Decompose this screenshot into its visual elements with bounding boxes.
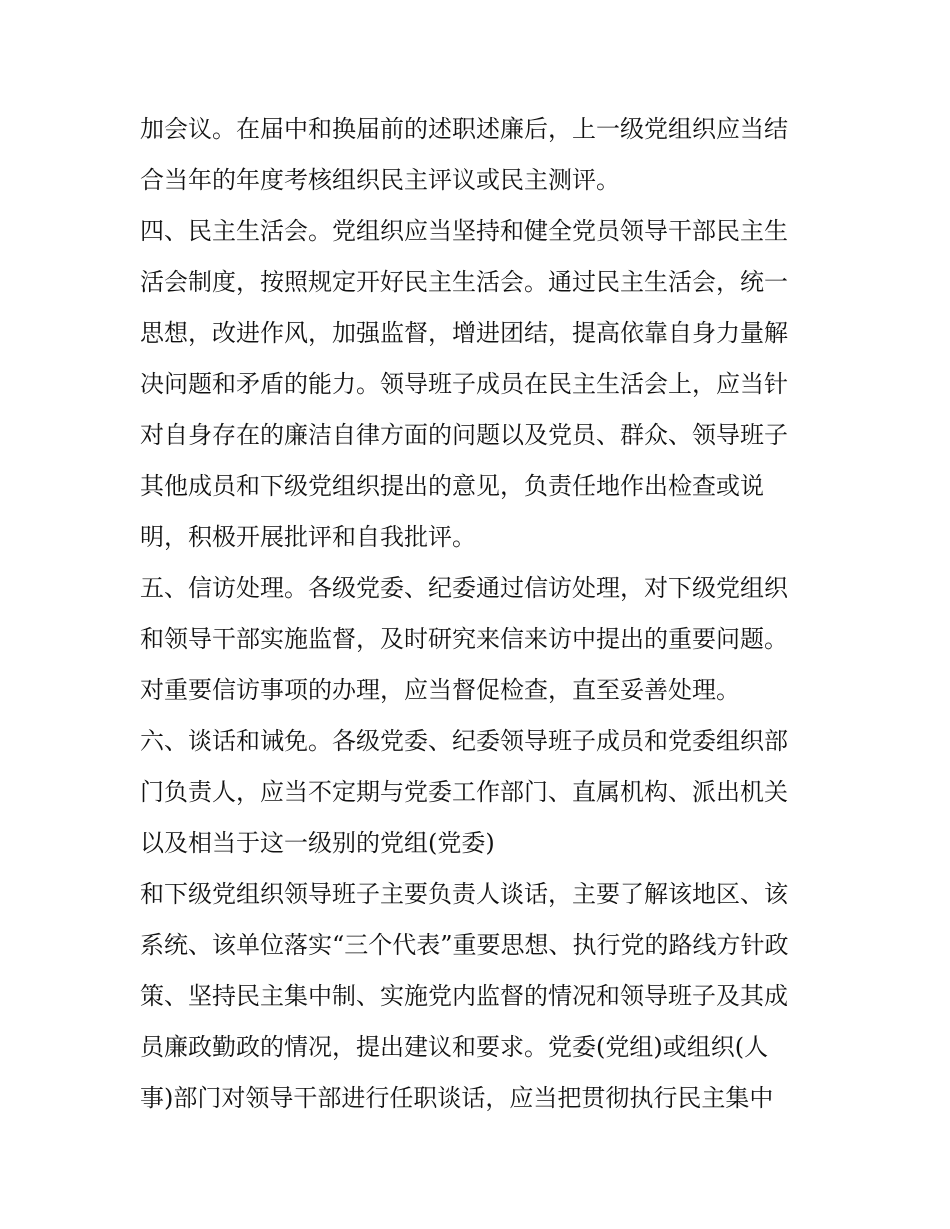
text-line: 和领导干部实施监督，及时研究来信来访中提出的重要问题。 xyxy=(140,625,788,653)
text-line: 对自身存在的廉洁自律方面的问题以及党员、群众、领导班子 xyxy=(140,421,788,449)
text-line: 其他成员和下级党组织提出的意见，负责任地作出检查或说 xyxy=(140,472,764,500)
text-line: 活会制度，按照规定开好民主生活会。通过民主生活会，统一 xyxy=(140,268,788,296)
text-line: 员廉政勤政的情况，提出建议和要求。党委(党组)或组织(人 xyxy=(140,1033,769,1061)
text-line: 加会议。在届中和换届前的述职述廉后，上一级党组织应当结 xyxy=(140,115,788,143)
text-line: 系统、该单位落实“三个代表”重要思想、执行党的路线方针政 xyxy=(140,931,789,959)
text-line: 明，积极开展批评和自我批评。 xyxy=(140,523,476,551)
text-line: 六、谈话和诫免。各级党委、纪委领导班子成员和党委组织部 xyxy=(140,727,788,755)
text-line: 和下级党组织领导班子主要负责人谈话，主要了解该地区、该 xyxy=(140,880,788,908)
body-text xyxy=(140,104,820,1124)
text-line: 对重要信访事项的办理，应当督促检查，直至妥善处理。 xyxy=(140,676,740,704)
text-line: 决问题和矛盾的能力。领导班子成员在民主生活会上，应当针 xyxy=(140,370,788,398)
text-line: 门负责人，应当不定期与党委工作部门、直属机构、派出机关 xyxy=(140,778,788,806)
text-line: 五、信访处理。各级党委、纪委通过信访处理，对下级党组织 xyxy=(140,574,788,602)
text-line: 四、民主生活会。党组织应当坚持和健全党员领导干部民主生 xyxy=(140,217,788,245)
text-line: 策、坚持民主集中制、实施党内监督的情况和领导班子及其成 xyxy=(140,982,788,1010)
text-line: 思想，改进作风，加强监督，增进团结，提高依靠自身力量解 xyxy=(140,319,788,347)
text-line: 以及相当于这一级别的党组(党委) xyxy=(140,829,495,857)
text-line: 事)部门对领导干部进行任职谈话，应当把贯彻执行民主集中 xyxy=(140,1084,774,1112)
text-line: 合当年的年度考核组织民主评议或民主测评。 xyxy=(140,166,620,194)
